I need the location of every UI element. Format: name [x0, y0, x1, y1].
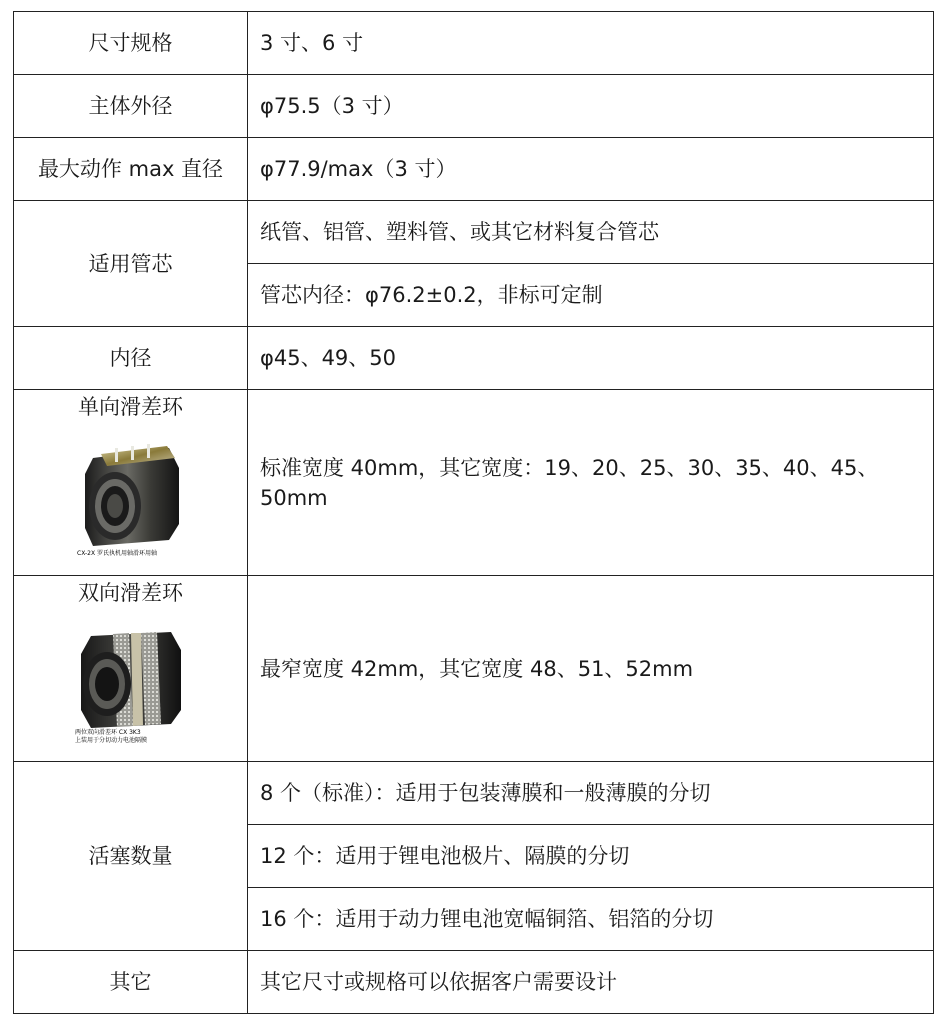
label-max-diameter: 最大动作 max 直径 — [14, 138, 248, 201]
label-two-way-ring: 双向滑差环 — [78, 581, 183, 605]
two-way-ring-caption-bottom: 上装用于分切动力电池隔膜 — [74, 737, 147, 744]
label-outer-diameter: 主体外径 — [14, 75, 248, 138]
row-piston-1 — [14, 762, 934, 825]
value-one-way-ring: 标准宽度 40mm，其它宽度：19、20、25、30、35、40、45、50mm — [248, 390, 934, 576]
label-cell-two-way-ring — [14, 576, 248, 762]
row-core-1 — [14, 201, 934, 264]
label-piston: 活塞数量 — [14, 762, 248, 951]
label-other: 其它 — [14, 951, 248, 1014]
two-way-slip-ring-photo-icon — [71, 614, 191, 744]
value-piston-8: 8 个（标准）：适用于包装薄膜和一般薄膜的分切 — [248, 762, 934, 825]
spec-sheet — [13, 11, 933, 1014]
value-two-way-ring: 最窄宽度 42mm，其它宽度 48、51、52mm — [248, 576, 934, 762]
row-size — [14, 12, 934, 75]
value-other: 其它尺寸或规格可以依据客户需要设计 — [248, 951, 934, 1014]
value-core-material: 纸管、铝管、塑料管、或其它材料复合管芯 — [248, 201, 934, 264]
label-one-way-ring: 单向滑差环 — [78, 395, 183, 419]
label-core: 适用管芯 — [14, 201, 248, 327]
row-inner-diameter — [14, 327, 934, 390]
one-way-ring-caption: CX-2X 罗氏执机用轴滑环用轴 — [76, 550, 157, 557]
value-inner-diameter: φ45、49、50 — [248, 327, 934, 390]
spec-table — [13, 11, 934, 1014]
row-two-way-ring — [14, 576, 934, 762]
value-max-diameter: φ77.9/max（3 寸） — [248, 138, 934, 201]
value-piston-16: 16 个：适用于动力锂电池宽幅铜箔、铝箔的分切 — [248, 888, 934, 951]
row-outer-diameter — [14, 75, 934, 138]
value-piston-12: 12 个：适用于锂电池极片、隔膜的分切 — [248, 825, 934, 888]
value-outer-diameter: φ75.5（3 寸） — [248, 75, 934, 138]
one-way-slip-ring-photo-icon — [71, 428, 191, 558]
value-size: 3 寸、6 寸 — [248, 12, 934, 75]
row-other — [14, 951, 934, 1014]
two-way-ring-caption-top: 两位双向滑差环 CX 3K3 — [74, 729, 141, 736]
row-one-way-ring — [14, 390, 934, 576]
label-size: 尺寸规格 — [14, 12, 248, 75]
value-core-inner: 管芯内径：φ76.2±0.2，非标可定制 — [248, 264, 934, 327]
row-max-diameter — [14, 138, 934, 201]
label-inner-diameter: 内径 — [14, 327, 248, 390]
label-cell-one-way-ring — [14, 390, 248, 576]
